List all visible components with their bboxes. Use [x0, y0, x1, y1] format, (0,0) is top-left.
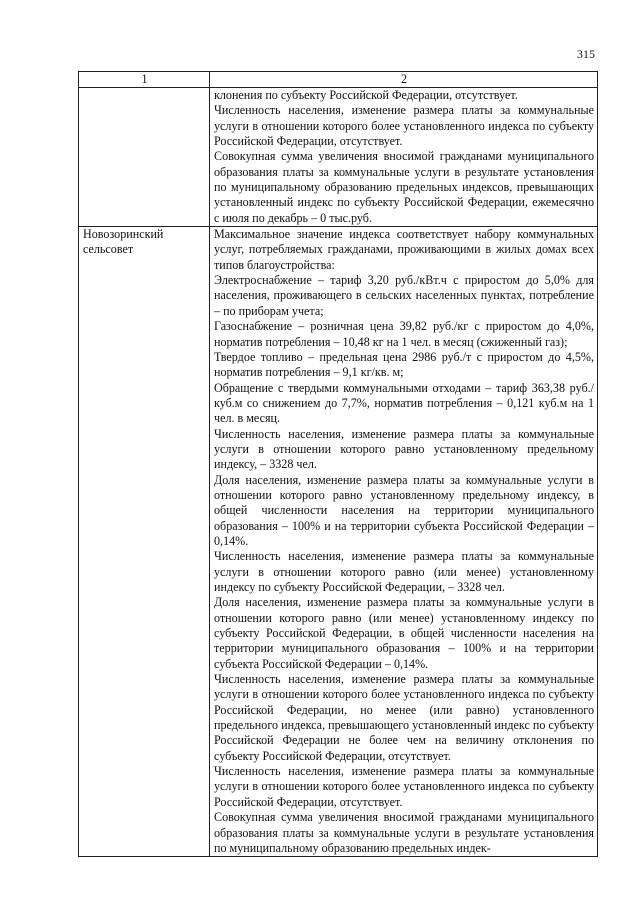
- paragraph: Твердое топливо – предельная цена 2986 руб./т с приростом до 4,5%, норматив потребления – 9,1 кг/кв. м;: [214, 349, 594, 380]
- paragraph: Доля населения, изменение размера платы за коммунальные услуги в отношении которого равно установленному предельному индексу, в общей численности населения на территории муниципального образования – 100% и на территории субъекта Российской Федерации – 0,14%.: [214, 472, 594, 548]
- description-cell: [210, 227, 598, 857]
- table-row: [79, 227, 598, 857]
- table-row: [79, 88, 598, 227]
- page-number: 315: [577, 47, 595, 61]
- paragraph: Численность населения, изменение размера платы за коммунальные услуги в отношении которого более установленного индекса по субъекту Российской Федерации, отсутствует.: [214, 103, 594, 149]
- paragraph: Обращение с твердыми коммунальными отходами – тариф 363,38 руб./куб.м со снижением до 7,7%, норматив потребления – 0,121 куб.м на 1 чел. в месяц.: [214, 380, 594, 426]
- paragraph: Численность населения, изменение размера платы за коммунальные услуги в отношении которого равно установленному предельному индексу, – 3328 чел.: [214, 426, 594, 472]
- paragraph: Совокупная сумма увеличения вносимой гражданами муниципального образования платы за коммунальные услуги в результате установления по муниципальному образованию предельных индек-: [214, 810, 594, 855]
- paragraph: Максимальное значение индекса соответствует набору коммунальных услуг, потребляемых гражданами, проживающими в жилых домах всех типов благоустройства:: [214, 227, 594, 272]
- paragraph: Доля населения, изменение размера платы за коммунальные услуги в отношении которого равно (или менее) установленному индексу по субъекту Российской Федерации, в общей численности населения на территории муниципального образования – 100% и на территории субъекта Российской Федерации – 0,14%.: [214, 595, 594, 671]
- paragraph: Газоснабжение – розничная цена 39,82 руб./кг с приростом до 4,0%, норматив потребления – 10,48 кг на 1 чел. в месяц (сжиженный газ);: [214, 319, 594, 349]
- description-cell: [210, 88, 598, 227]
- column-header-2: 2: [210, 72, 598, 88]
- municipality-name-cell: [79, 88, 210, 227]
- table-header-row: [79, 72, 598, 88]
- paragraph: Совокупная сумма увеличения вносимой гражданами муниципального образования платы за коммунальные услуги в результате установления по муниципальному образованию предельных индексов, превышающих установленный индекс по субъекту Российской Федерации, ежемесячно с июля по декабрь – 0 тыс.руб.: [214, 149, 594, 225]
- paragraph: Численность населения, изменение размера платы за коммунальные услуги в отношении которого равно (или менее) установленному индексу по субъекту Российской Федерации, – 3328 чел.: [214, 549, 594, 594]
- paragraph: Численность населения, изменение размера платы за коммунальные услуги в отношении которого более установленного индекса по субъекту Российской Федерации, но менее (или равно) установленного предельного индекса, превышающего установленный индекс по субъекту Российской Федерации не более чем на величину отклонения по субъекту Российской Федерации, отсутствует.: [214, 672, 594, 763]
- paragraph: Электроснабжение – тариф 3,20 руб./кВт.ч с приростом до 5,0% для населения, проживающего в сельских населенных пунктах, потребление – по приборам учета;: [214, 273, 594, 318]
- column-header-1: 1: [79, 72, 210, 88]
- document-table: [78, 71, 598, 857]
- paragraph: Численность населения, изменение размера платы за коммунальные услуги в отношении которого более установленного индекса по субъекту Российской Федерации, отсутствует.: [214, 764, 594, 809]
- paragraph: клонения по субъекту Российской Федерации, отсутствует.: [214, 88, 518, 102]
- municipality-name-cell: Новозоринский сельсовет: [79, 227, 210, 857]
